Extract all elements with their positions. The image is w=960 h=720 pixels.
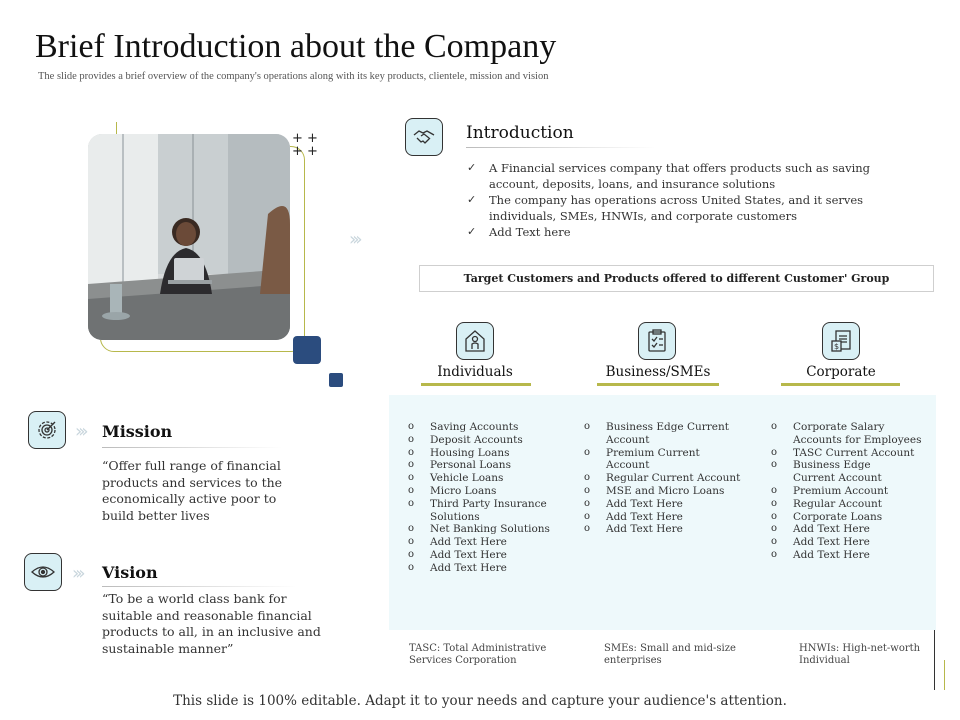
divider	[597, 383, 719, 386]
list-item: o Add Text Here	[771, 549, 933, 562]
list-item: o Business Edge Current Account	[771, 459, 911, 485]
mission-text: “Offer full range of financial products and services to the economically active poor to build better lives	[102, 458, 283, 523]
corporate-products-list	[771, 421, 933, 562]
chevrons-icon: ›››	[75, 421, 85, 442]
list-item: o Add Text Here	[584, 498, 744, 511]
list-item: o Corporate Loans	[771, 511, 933, 524]
footnote-hnwis: HNWIs: High-net-worth Individual	[799, 643, 921, 666]
decor-square-small	[329, 373, 343, 387]
list-item: o Third Party Insurance Solutions	[408, 498, 548, 524]
target-customers-box: Target Customers and Products offered to different Customer' Group	[419, 265, 934, 292]
divider	[466, 147, 656, 148]
business-meeting-photo	[88, 134, 290, 340]
person-icon	[456, 322, 494, 360]
divider	[421, 383, 531, 386]
list-item: o MSE and Micro Loans	[584, 485, 744, 498]
list-item: o Saving Accounts	[408, 421, 568, 434]
plus-decor: + +	[292, 144, 318, 159]
list-item: o Add Text Here	[584, 511, 744, 524]
divider	[781, 383, 900, 386]
clipboard-icon	[638, 322, 676, 360]
decor-square	[293, 336, 321, 364]
introduction-list	[466, 160, 906, 240]
plus-decor: + +	[292, 131, 318, 146]
list-item: o TASC Current Account	[771, 447, 933, 460]
list-item: o Add Text Here	[771, 536, 933, 549]
document-dollar-icon	[822, 322, 860, 360]
list-item: o Add Text Here	[771, 523, 933, 536]
svg-text:$: $	[834, 342, 840, 351]
divider	[102, 447, 282, 448]
group-label-individuals: Individuals	[437, 364, 513, 380]
list-item: o Add Text Here	[408, 549, 568, 562]
handshake-icon	[405, 118, 443, 156]
mission-title: Mission	[102, 422, 173, 441]
chevrons-icon: ›››	[72, 563, 82, 584]
group-label-business: Business/SMEs	[605, 364, 711, 380]
business-products-list	[584, 421, 744, 536]
list-item: o Net Banking Solutions	[408, 523, 568, 536]
list-item: o Add Text Here	[408, 562, 568, 575]
list-item: o Regular Account	[771, 498, 933, 511]
list-item: o Premium Current Account	[584, 447, 704, 473]
list-item: ✓ Add Text here	[466, 224, 906, 240]
vision-text: “To be a world class bank for suitable and reasonable financial products to all, in an inclusive and sustainable manner”	[102, 591, 321, 656]
page-subtitle: The slide provides a brief overview of the company's operations along with its key products, clientele, mission and vision	[38, 71, 549, 82]
list-item: o Add Text Here	[408, 536, 568, 549]
decor-line	[944, 660, 945, 690]
list-item: o Premium Account	[771, 485, 933, 498]
list-item: o Vehicle Loans	[408, 472, 568, 485]
chevrons-icon: ›››	[349, 229, 359, 250]
list-item: o Corporate Salary Accounts for Employees	[771, 421, 933, 447]
eye-icon	[24, 553, 62, 591]
page-title: Brief Introduction about the Company	[35, 28, 557, 65]
list-item: o Micro Loans	[408, 485, 568, 498]
decor-line	[934, 630, 935, 690]
footnote-smes: SMEs: Small and mid-size enterprises	[604, 643, 736, 666]
group-label-corporate: Corporate	[806, 364, 876, 380]
list-item: o Housing Loans	[408, 447, 568, 460]
introduction-title: Introduction	[466, 123, 574, 143]
vision-title: Vision	[102, 563, 158, 582]
target-gear-icon	[28, 411, 66, 449]
divider	[102, 586, 297, 587]
list-item: o Business Edge Current Account	[584, 421, 734, 447]
list-item: o Deposit Accounts	[408, 434, 568, 447]
individuals-products-list	[408, 421, 568, 575]
list-item: ✓ The company has operations across United States, and it serves individuals, SMEs, HNWIs, and corporate customers	[466, 192, 906, 224]
footnote-tasc: TASC: Total Administrative Services Corporation	[409, 643, 547, 666]
list-item: ✓ A Financial services company that offers products such as saving account, deposits, loans, and insurance solutions	[466, 160, 906, 192]
list-item: o Add Text Here	[584, 523, 744, 536]
editable-note: This slide is 100% editable. Adapt it to your needs and capture your audience's attention.	[173, 693, 787, 709]
list-item: o Regular Current Account	[584, 472, 744, 485]
list-item: o Personal Loans	[408, 459, 568, 472]
